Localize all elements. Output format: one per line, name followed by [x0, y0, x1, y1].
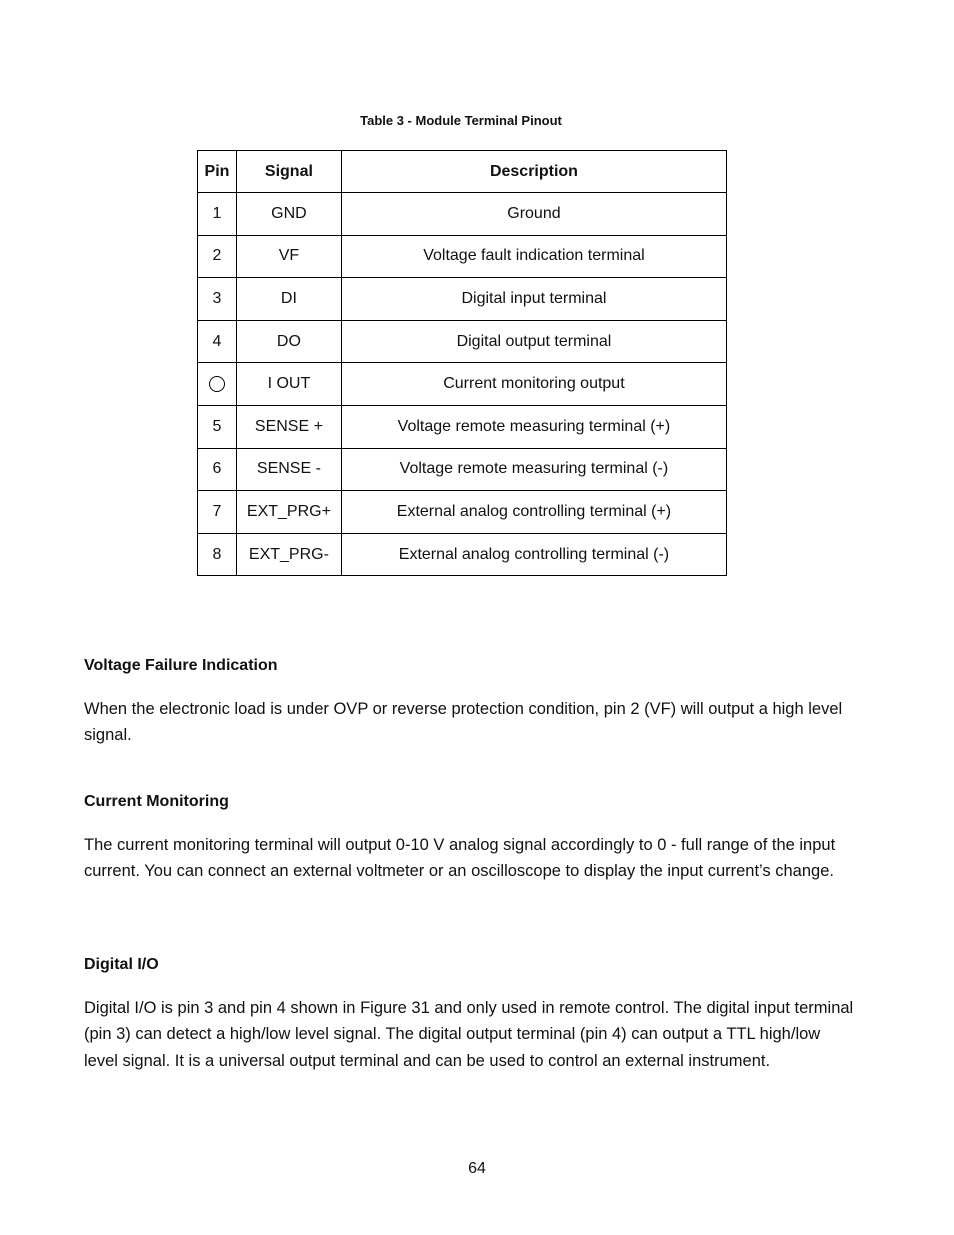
description-cell: Voltage remote measuring terminal (+): [341, 405, 726, 448]
description-cell: Voltage remote measuring terminal (-): [341, 448, 726, 491]
pin-cell: 7: [198, 491, 237, 534]
header-signal: Signal: [236, 151, 341, 193]
table-row: [198, 533, 727, 576]
pin-cell: 1: [198, 193, 237, 236]
signal-cell: DO: [236, 320, 341, 363]
description-cell: External analog controlling terminal (-): [341, 533, 726, 576]
table-row: [198, 320, 727, 363]
pin-cell: 3: [198, 278, 237, 321]
signal-cell: EXT_PRG+: [236, 491, 341, 534]
description-cell: Voltage fault indication terminal: [341, 235, 726, 278]
circle-icon: [209, 376, 225, 392]
section-title-current-monitoring: Current Monitoring: [84, 793, 229, 810]
header-description: Description: [341, 151, 726, 193]
page-number: 64: [468, 1160, 486, 1177]
table-row: [198, 193, 727, 236]
section-body-voltage-failure: When the electronic load is under OVP or reverse protection condition, pin 2 (VF) will output a high level signal.: [84, 700, 843, 745]
section-title-voltage-failure: Voltage Failure Indication: [84, 657, 278, 674]
table-row: [198, 278, 727, 321]
table-row: [198, 235, 727, 278]
section-title-digital-io: Digital I/O: [84, 956, 159, 973]
signal-cell: I OUT: [236, 363, 341, 406]
signal-cell: VF: [236, 235, 341, 278]
signal-cell: SENSE -: [236, 448, 341, 491]
description-cell: Current monitoring output: [341, 363, 726, 406]
table-header-row: [198, 151, 727, 193]
table-row: [198, 363, 727, 406]
pin-cell: 4: [198, 320, 237, 363]
signal-cell: DI: [236, 278, 341, 321]
pin-cell: 2: [198, 235, 237, 278]
pin-cell: 5: [198, 405, 237, 448]
table-row: [198, 491, 727, 534]
signal-cell: EXT_PRG-: [236, 533, 341, 576]
table-row: [198, 448, 727, 491]
section-body-digital-io: Digital I/O is pin 3 and pin 4 shown in Figure 31 and only used in remote control. The digital input terminal (pin 3) can detect a high/low level signal. The digital output terminal (pin 4) can output a TTL high/low level signal. It is a universal output terminal and can be used to control an external instrument.: [84, 999, 854, 1070]
signal-cell: SENSE +: [236, 405, 341, 448]
pin-cell: 8: [198, 533, 237, 576]
table-caption: Table 3 - Module Terminal Pinout: [360, 113, 562, 128]
signal-cell: GND: [236, 193, 341, 236]
table-row: [198, 405, 727, 448]
description-cell: Digital input terminal: [341, 278, 726, 321]
section-body-current-monitoring: The current monitoring terminal will output 0-10 V analog signal accordingly to 0 - full range of the input current. You can connect an external voltmeter or an oscilloscope to display the input current’s change.: [84, 836, 836, 881]
pinout-table: [197, 150, 727, 576]
description-cell: Digital output terminal: [341, 320, 726, 363]
pin-cell: 6: [198, 448, 237, 491]
pin-cell: [198, 363, 237, 406]
description-cell: External analog controlling terminal (+): [341, 491, 726, 534]
header-pin: Pin: [198, 151, 237, 193]
description-cell: Ground: [341, 193, 726, 236]
